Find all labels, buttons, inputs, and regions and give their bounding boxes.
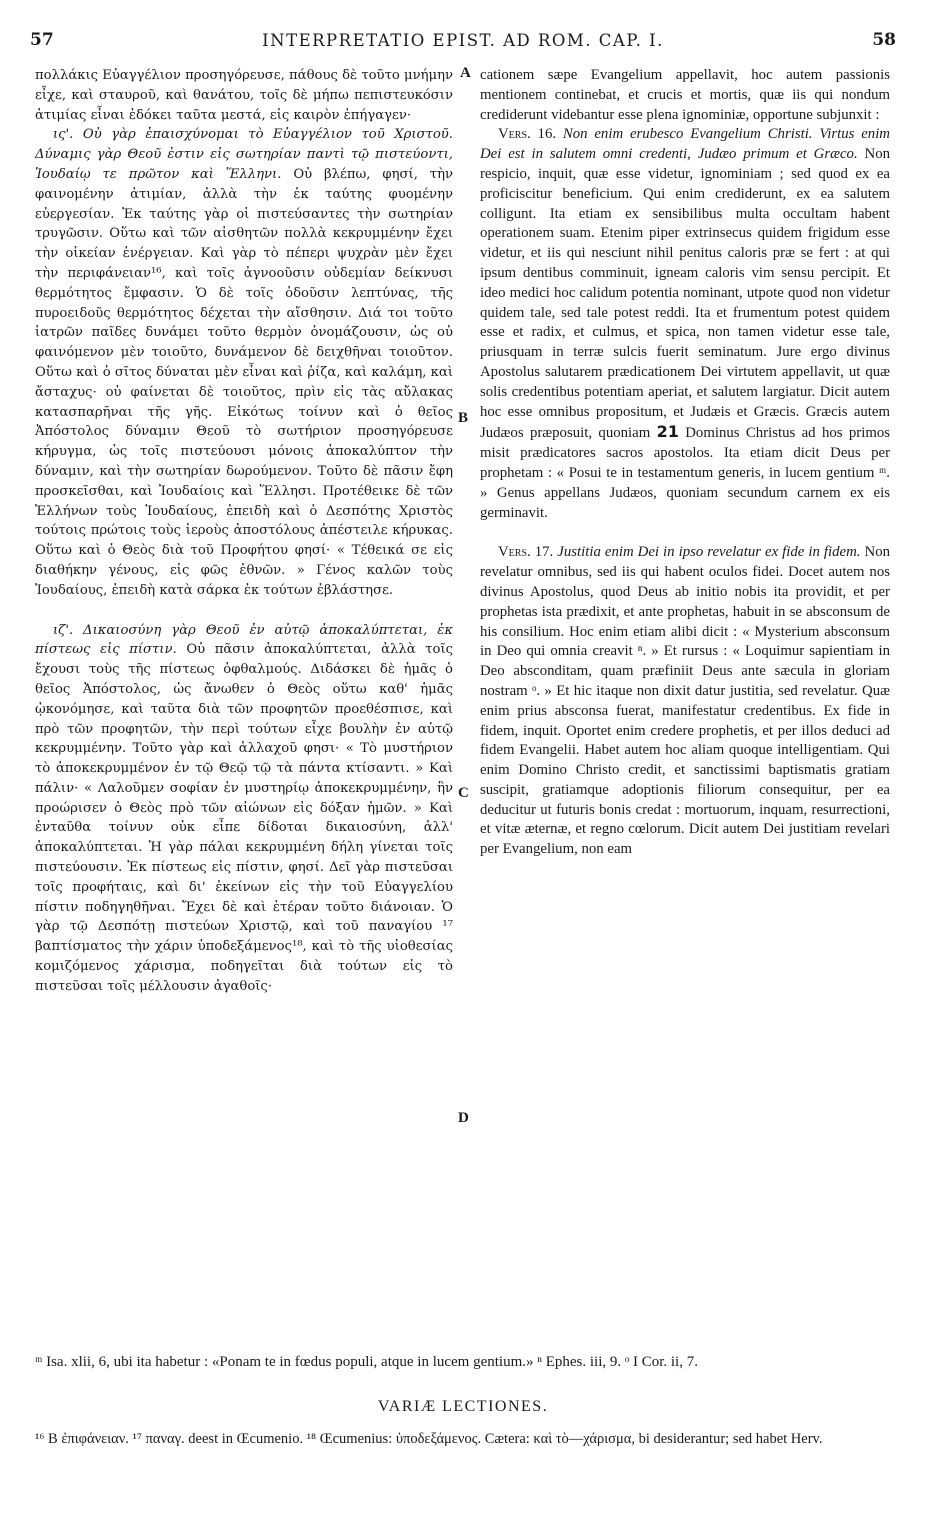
greek-verse-17-lead: ιζ'. Δικαιοσύνη γὰρ Θεοῦ ἐν αὐτῷ ἀποκαλύπτεται, ἐκ πίστεως εἰς πίστιν. bbox=[35, 622, 453, 658]
variae-lectiones-heading: VARIÆ LECTIONES. bbox=[377, 1398, 549, 1415]
greek-paragraph-3 bbox=[35, 621, 453, 997]
latin-column bbox=[480, 66, 890, 860]
latin-verse-16-commentary-a: Non respicio, inquit, quæ esse videtur, ignominiam ; sed quod ex ea proficiscitur beneficium. Qui enim crediderunt, ex ea salutem colligunt. Ita etiam ex sensibilibus multa occultam habent operationem suam. Etenim piper extrinsecus quidem frigidum esse videtur, et iis qui nesciunt nihil penitus caloris præ se fert : at qui ipsum dentibus comminuit, igneam caloris vim sensu percipit. Et ideo medici hoc calidum potentia nominant, utpote quod non videtur quidem tale, sed tale potest reddi. Ita et frumentum potest quidem esse et radix, et culmus, et spica, non tamen videtur esse tale, priusquam in terræ sulcis fuerit seminatum. Jure ergo divinus Apostolus salutarem prædicationem Dei virtutem appellavit, ut quæ solis credentibus potentiam aperiat, et salutem largiatur. Dicit autem hoc esse omnibus propositum, et Judæis et Græcis. Græcis autem Judæos præposuit, quoniam bbox=[480, 146, 891, 442]
greek-verse-16-commentary: Οὐ βλέπω, φησί, τὴν φαινομένην ἀτιμίαν, ἀλλὰ τὴν ἐκ ταύτης φυομένην εὐεργεσίαν. Ἐκ ταύτης γὰρ οἱ πιστεύσαντες τὴν σωτηρίαν τρυγῶσιν. Οὕτω καὶ τῶν αἰσθητῶν πολλὰ κεκρυμμένην ἔχει τὴν οἰκείαν ἐνέργειαν. Καὶ γὰρ τὸ πέπερι ψυχρὰν μὲν ἔχει τὴν περιφάνειαν¹⁶, καὶ τοῖς ἀγνοοῦσιν οὐδεμίαν δείκνυσι θερμότητος ἔμφασιν. Ὁ δὲ τοῖς ὀδοῦσιν λεπτύνας, τῆς πυροειδοῦς θερμότητος δέχεται τὴν αἴσθησιν. Διά τοι τοῦτο ἰατρῶν παῖδες δυνάμει τοῦτο θερμὸν ὀνομάζουσιν, ὡς οὐ φαινόμενον μὲν τοιοῦτο, δυνάμενον δὲ δειχθῆναι τοιοῦτον. Οὕτω καὶ ὁ σῖτος δύναται μὲν εἶναι καὶ ῥίζα, καὶ καλάμη, καὶ ἄσταχυς· οὐ φαίνεται δὲ τοιοῦτος, πρὶν εἰς τὰς αὔλακας κατασπαρῆναι τῆς γῆς. Εἰκότως τοίνυν καὶ ὁ θεῖος Ἀπόστολος δύναμιν Θεοῦ τὸ σωτήριον προσηγόρευσε κήρυγμα, ὡς τοῖς πιστεύουσι μόνοις ἀποκαλύπτον τὴν δύναμιν, καὶ τὴν σωτηρίαν δωρούμενον. Τοῦτο δὲ πᾶσιν ἔφη προσκεῖσθαι, καὶ Ἰουδαίοις καὶ Ἕλλησι. Προτέθεικε δὲ τῶν Ἑλλήνων τοὺς Ἰουδαίους, ἐπειδὴ καὶ ὁ Δεσπότης Χριστὸς τούτοις πρώτοις τοὺς ἱεροὺς ἀποστόλους ἀπέστειλε κήρυκας. Οὕτω καὶ ὁ Θεὸς διὰ τοῦ Προφήτου φησί· « Τέθεικά σε εἰς διαθήκην γένους, εἰς φῶς ἐθνῶν. » Γένος καλῶν τοὺς Ἰουδαίους, ἐπειδὴ κατὰ σάρκα ἐκ τούτων ἐβλάστησε. bbox=[35, 166, 454, 598]
footnotes: ᵐ Isa. xlii, 6, ubi ita habetur : «Ponam te in fœdus populi, atque in lucem gentium.» ⁿ Ephes. iii, 9. ᵒ I Cor. ii, 7. bbox=[35, 1354, 698, 1370]
latin-verse-17-number: Vers. 17. bbox=[498, 544, 554, 561]
page-header bbox=[30, 30, 896, 56]
latin-paragraph-3 bbox=[480, 543, 890, 860]
latin-paragraph-2 bbox=[480, 125, 890, 523]
greek-verse-17-commentary: Οὐ πᾶσιν ἀποκαλύπτεται, ἀλλὰ τοῖς ἔχουσι τοὺς τῆς πίστεως ὀφθαλμούς. Διδάσκει δὲ ἡμᾶς ὁ θεῖος Ἀπόστολος, ὡς ἄνωθεν ὁ Θεὸς οὕτω καθ' ἡμᾶς ᾠκονόμησε, καὶ ταῦτα διὰ τῶν προφητῶν προεθέσπισε, καὶ πρὸ τῶν προφητῶν, τὴν περὶ τούτων εἶχε βουλὴν ἐν αὐτῷ κεκρυμμένην. Τοῦτο γὰρ καὶ ἀλλαχοῦ φησι· « Τὸ μυστήριον τὸ ἀποκεκρυμμένον ἐν τῷ Θεῷ τῷ τὰ πάντα κτίσαντι. » Καὶ πάλιν· « Λαλοῦμεν σοφίαν ἐν μυστηρίῳ ἀποκεκρυμμένην, ἣν προώρισεν ὁ Θεὸς πρὸ τῶν αἰώνων εἰς δόξαν ἡμῶν. » Καὶ ἐνταῦθα τοίνυν οὐκ εἶπε δίδοται δικαιοσύνη, ἀλλ' ἀποκαλύπτεται. Ἡ γὰρ πάλαι κεκρυμμένη δήλη γίνεται τοῖς πιστεύουσιν. Ἐκ πίστεως εἰς πίστιν, φησί. Δεῖ γὰρ πιστεῦσαι τοῖς προφήταις, καὶ δι' ἐκείνων εἰς τὴν τοῦ Εὐαγγελίου πίστιν ποδηγηθῆναι. Ἔχει δὲ καὶ ἑτέραν τοῦτο διάνοιαν. Ὁ γὰρ τῷ Δεσπότῃ πιστεύων Χριστῷ, καὶ τοῦ παναγίου ¹⁷ βαπτίσματος τὴν χάριν ὑποδεξάμενος¹⁸, καὶ τὸ τῆς υἱοθεσίας κομιζόμενος χάρισμα, ποδηγεῖται διὰ τούτων εἰς τὸ πιστεῦσαι τοῖς μέλλουσιν ἀγαθοῖς· bbox=[35, 642, 453, 994]
greek-column bbox=[35, 66, 453, 997]
page-number-right: 58 bbox=[872, 30, 896, 50]
variae-lectiones-text: ¹⁶ B ἐπιφάνειαν. ¹⁷ παναγ. deest in Œcumenio. ¹⁸ Œcumenius: ὑποδεξάμενος. Cætera: καὶ τὸ—χάρισμα, bi desiderantur; sed habet Herv. bbox=[35, 1431, 823, 1447]
latin-verse-16-lead: Non enim erubesco Evangelium Christi. Virtus enim Dei est in salutem omni credenti, Judæo primum et Græco. bbox=[480, 126, 890, 163]
page-number-left: 57 bbox=[30, 30, 54, 50]
margin-mark-a: A bbox=[460, 65, 471, 81]
running-title: INTERPRETATIO EPIST. AD ROM. CAP. I. bbox=[262, 31, 664, 50]
column-number: 21 bbox=[656, 422, 679, 442]
margin-mark-c: C bbox=[458, 785, 469, 801]
latin-verse-16-commentary-b: Dominus Christus ad hos primos misit prædicatores sacros apostolos. Ita etiam dicit Deus per prophetam : « Posui te in testamentum generis, in lucem gentium ᵐ. » Genus appellans Judæos, quoniam secundum carnem ex eis germinavit. bbox=[480, 425, 890, 521]
margin-mark-b: B bbox=[458, 410, 469, 426]
latin-verse-17-lead: Justitia enim Dei in ipso revelatur ex fide in fidem. bbox=[557, 544, 861, 561]
latin-verse-16-number: Vers. 16. bbox=[498, 126, 557, 143]
greek-paragraph-2 bbox=[35, 125, 453, 600]
greek-verse-16-lead: ις'. Οὐ γὰρ ἐπαισχύνομαι τὸ Εὐαγγέλιον τοῦ Χριστοῦ. Δύναμις γὰρ Θεοῦ ἐστιν εἰς σωτηρίαν παντὶ τῷ πιστεύοντι, Ἰουδαίῳ τε πρῶτον καὶ Ἕλληνι. bbox=[35, 127, 453, 182]
greek-paragraph-1: πολλάκις Εὐαγγέλιον προσηγόρευσε, πάθους δὲ τοῦτο μνήμην εἶχε, καὶ σταυροῦ, καὶ θανάτου, τοῖς δὲ μήπω πεπιστευκόσιν ἀτιμίας εἶναι ἐδόκει ταῦτα μεστά, εἰς καιρὸν ἐπήγαγεν· bbox=[35, 68, 453, 123]
latin-paragraph-1: cationem sæpe Evangelium appellavit, hoc autem passionis mentionem continebat, et crucis et mortis, quæ iis qui nondum crediderunt videbantur esse plena ignominiæ, opportune subjunxit : bbox=[480, 67, 890, 123]
margin-mark-d: D bbox=[458, 1110, 469, 1126]
latin-verse-17-commentary: Non revelatur omnibus, sed iis qui habent oculos fidei. Docet autem nos divinus Apostolus, quod Deus ab initio nobis ita providit, et per prophetas ista prædixit, et ante prophetas, habuit in se absconsum de his consilium. Hoc enim etiam alibi dicit : « Mysterium absconsum in Deo qui omnia creavit ⁿ. » Et rursus : « Loquimur sapientiam in Deo absconditam, quam præfiniit Deus ante sæcula in gloriam nostram ᵒ. » Et hic itaque non dixit datur justitia, sed revelatur. Quæ enim prius absconsa fuerat, manifestatur credentibus. Ex fide in fidem, inquit. Oportet enim credere prophetis, et per illos deduci ad fidem Evangelii. Habet autem hoc aliam quoque intelligentiam. Qui enim Domino Christo credit, et sanctissimi baptismatis gratiam suscipit, gratiamque adoptionis filiorum consequitur, per ea deducitur ut futuris bonis credat : mortuorum, inquam, resurrectioni, et vitæ æternæ, et regno cœlorum. Dicit autem Dei justitiam revelari per Evangelium, non eam bbox=[480, 544, 890, 858]
